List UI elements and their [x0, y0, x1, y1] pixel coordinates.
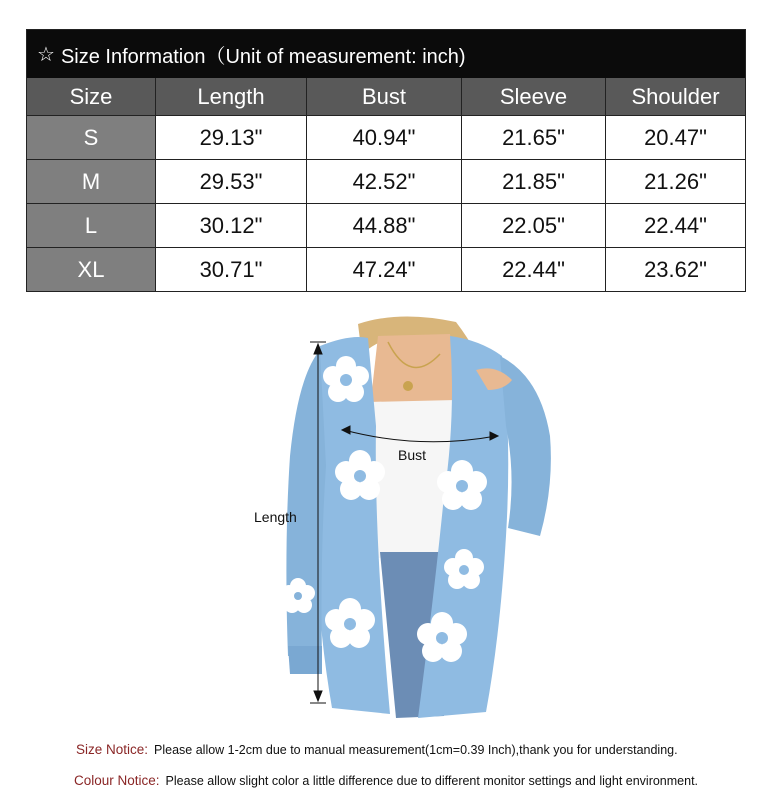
- column-header-shoulder: Shoulder: [606, 78, 745, 115]
- pendant-icon: [403, 381, 413, 391]
- bust-cell: 40.94": [307, 115, 462, 159]
- cardigan-illustration: [250, 316, 570, 721]
- size-notice: [76, 742, 678, 757]
- colour-notice-label: Colour Notice:: [74, 773, 160, 788]
- length-cell: 29.13": [156, 115, 307, 159]
- column-header-size: Size: [27, 78, 156, 115]
- cardigan-measurement-figure: [250, 316, 570, 721]
- sleeve-cell: 22.44": [462, 247, 606, 291]
- sleeve-cell: 21.65": [462, 115, 606, 159]
- table-title: Size Information（Unit of measurement: inch): [60, 45, 466, 68]
- size-cell: L: [27, 203, 156, 247]
- table-title-bar: [27, 30, 745, 78]
- size-cell: S: [27, 115, 156, 159]
- column-header-bust: Bust: [307, 78, 462, 115]
- bust-cell: 47.24": [307, 247, 462, 291]
- shoulder-cell: 22.44": [606, 203, 745, 247]
- shoulder-cell: 23.62": [606, 247, 745, 291]
- shoulder-cell: 21.26": [606, 159, 745, 203]
- star-icon: ☆: [37, 43, 55, 66]
- length-cell: 29.53": [156, 159, 307, 203]
- bust-label: Bust: [398, 447, 427, 463]
- length-cell: 30.71": [156, 247, 307, 291]
- sleeve-cell: 21.85": [462, 159, 606, 203]
- size-notice-text: Please allow 1-2cm due to manual measurement(1cm=0.39 Inch),thank you for understanding.: [154, 743, 678, 757]
- colour-notice-text: Please allow slight color a little difference due to different monitor settings and light environment.: [165, 774, 699, 788]
- size-table: [26, 29, 746, 292]
- length-cell: 30.12": [156, 203, 307, 247]
- shoulder-cell: 20.47": [606, 115, 745, 159]
- bust-cell: 42.52": [307, 159, 462, 203]
- colour-notice: [74, 773, 698, 788]
- column-header-sleeve: Sleeve: [462, 78, 606, 115]
- size-notice-label: Size Notice:: [76, 742, 149, 757]
- sleeve-cell: 22.05": [462, 203, 606, 247]
- size-cell: M: [27, 159, 156, 203]
- neck-shape: [370, 334, 460, 408]
- bust-cell: 44.88": [307, 203, 462, 247]
- column-header-length: Length: [156, 78, 307, 115]
- size-cell: XL: [27, 247, 156, 291]
- size-grid: [27, 78, 745, 291]
- length-label: Length: [254, 509, 297, 525]
